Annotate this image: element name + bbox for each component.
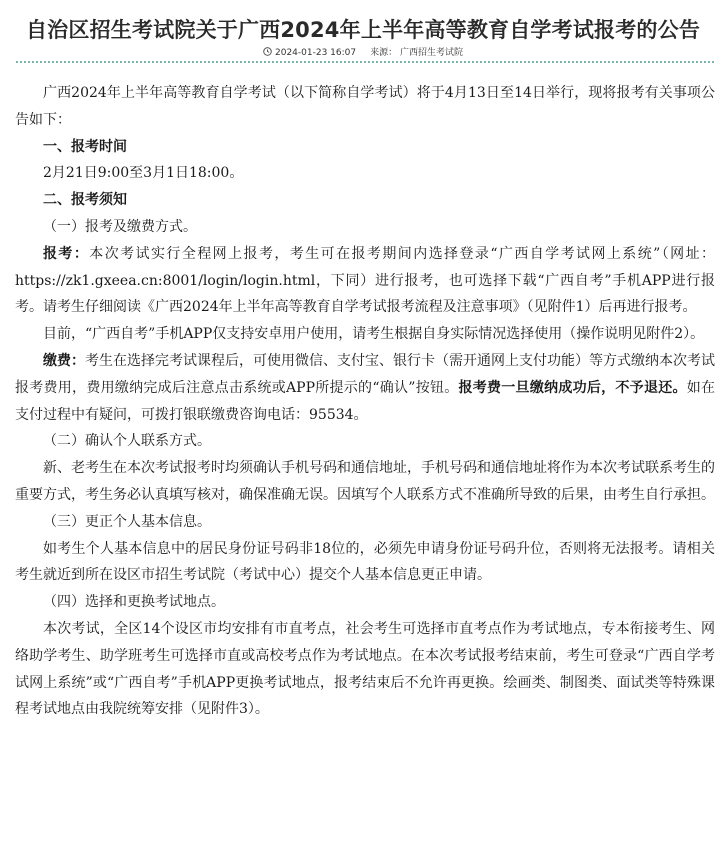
article-body (15, 80, 715, 723)
no-refund-notice: 报考费一旦缴纳成功后，不予退还。 (458, 379, 687, 396)
label-registration: 报考： (43, 245, 90, 262)
publish-date: 2024-01-23 16:07 (275, 48, 357, 58)
subheading-personal-info: （三）更正个人基本信息。 (43, 513, 211, 530)
paragraph-exam-location: 本次考试，全区14个设区市均安排有市直考点，社会考生可选择市直考点作为考试地点，专本衔接考生、网络助学考生、助学班考生可选择市直或高校考点作为考试地点。在本次考试报考结束前，考生可登录“广西自学考试网上系统”或“广西自考”手机APP更换考试地点，报考结束后不允许再更换。绘画类、制图类、面试类等特殊课程考试地点由我院统筹安排（见附件3）。 (15, 620, 715, 718)
label-payment: 缴费： (43, 352, 85, 369)
registration-time: 2月21日9:00至3月1日18:00。 (43, 165, 244, 182)
article-source: 来源： 广西招生考试院 (370, 48, 463, 58)
section-heading-notice: 二、报考须知 (43, 192, 127, 209)
subheading-contact: （二）确认个人联系方式。 (43, 433, 211, 450)
clock-icon (263, 47, 272, 56)
paragraph-payment (15, 348, 715, 428)
registration-text: 本次考试实行全程网上报考，考生可在报考期间内选择登录“广西自学考试网上系统”（网址：https://zk1.gxeea.cn:8001/login/login.html，下同）进行报考，也可选择下载“广西自考”手机APP进行报考。请考生仔细阅读《广西2024年上半年高等教育自学考试报考流程及注意事项》（见附件1）后再进行报考。 (15, 245, 716, 316)
paragraph-registration (15, 241, 715, 321)
paragraph-contact: 新、老考生在本次考试报考时均须确认手机号码和通信地址，手机号码和通信地址将作为本次考试联系考生的重要方式，考生务必认真填写核对，确保准确无误。因填写个人联系方式不准确所导致的后果，由考生自行承担。 (15, 460, 715, 503)
section-heading-time: 一、报考时间 (43, 138, 127, 155)
subheading-exam-location: （四）选择和更换考试地点。 (43, 594, 225, 611)
payment-text: 考生在选择完考试课程后，可使用微信、支付宝、银行卡（需开通网上支付功能）等方式缴纳本次考试报考费用，费用缴纳完成后注意点击系统或APP所提示的“确认”按钮。 (15, 352, 715, 396)
payment-hotline: 如在支付过程中有疑问，可拨打银联缴费咨询电话：95534。 (15, 379, 716, 423)
article-title: 自治区招生考试院关于广西2024年上半年高等教育自学考试报考的公告 (25, 18, 701, 42)
paragraph-app: 目前，“广西自考”手机APP仅支持安卓用户使用，请考生根据自身实际情况选择使用（操作说明见附件2）。 (43, 326, 705, 343)
article-meta (0, 45, 726, 58)
paragraph-personal-info: 如考生个人基本信息中的居民身份证号码非18位的，必须先申请身份证号码升位，否则将无法报考。请相关考生就近到所在设区市招生考试院（考试中心）提交个人基本信息更正申请。 (15, 540, 715, 584)
title-divider (16, 61, 714, 63)
subheading-registration-payment: （一）报考及缴费方式。 (43, 218, 197, 235)
intro-paragraph: 广西2024年上半年高等教育自学考试（以下简称自学考试）将于4月13日至14日举行，现将报考有关事项公告如下： (15, 85, 715, 128)
